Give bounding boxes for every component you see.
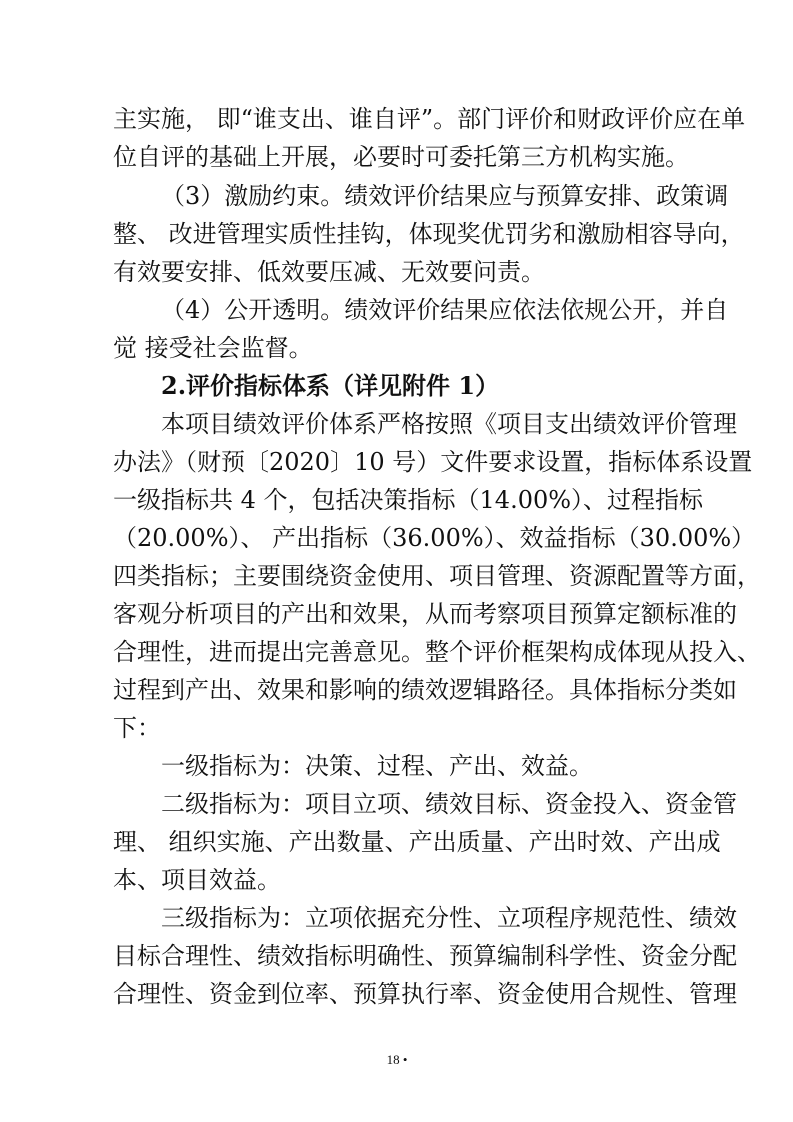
- paragraph-line: 一级指标共 4 个，包括决策指标（14.00%）、过程指标: [113, 486, 704, 514]
- paragraph-line: 一级指标为：决策、过程、产出、效益。: [161, 752, 593, 780]
- paragraph-line: （3）激励约束。绩效评价结果应与预算安排、政策调: [161, 182, 729, 210]
- paragraph-line: 三级指标为：立项依据充分性、立项程序规范性、绩效: [161, 904, 737, 932]
- paragraph-line: 目标合理性、绩效指标明确性、预算编制科学性、资金分配: [113, 942, 737, 970]
- paragraph-line: 合理性，进而提出完善意见。整个评价框架构成体现从投入、: [113, 638, 761, 666]
- paragraph-line: 本、项目效益。: [113, 866, 281, 894]
- paragraph-line: 办法》（财预〔2020〕10 号）文件要求设置，指标体系设置: [113, 448, 753, 476]
- paragraph-line: 位自评的基础上开展，必要时可委托第三方机构实施。: [113, 143, 689, 171]
- paragraph-line: 理、 组织实施、产出数量、产出质量、产出时效、产出成: [113, 828, 721, 856]
- paragraph-line: 有效要安排、低效要压减、无效要问责。: [113, 258, 545, 286]
- paragraph-line: 客观分析项目的产出和效果，从而考察项目预算定额标准的: [113, 600, 737, 628]
- page-number: 18 •: [386, 1052, 408, 1067]
- paragraph-line: （20.00%）、 产出指标（36.00%）、效益指标（30.00%）: [113, 524, 756, 552]
- section-heading: 2.评价指标体系（详见附件 1）: [161, 371, 500, 400]
- paragraph-line: 二级指标为：项目立项、绩效目标、资金投入、资金管: [161, 790, 737, 818]
- paragraph-line: 整、 改进管理实质性挂钩，体现奖优罚劣和激励相容导向，: [113, 220, 745, 248]
- paragraph-line: 主实施， 即“谁支出、谁自评”。部门评价和财政评价应在单: [113, 105, 746, 133]
- paragraph-line: 四类指标；主要围绕资金使用、项目管理、资源配置等方面，: [113, 562, 761, 590]
- paragraph-line: 觉 接受社会监督。: [113, 334, 313, 362]
- paragraph-line: （4）公开透明。绩效评价结果应依法依规公开，并自: [161, 296, 729, 324]
- paragraph-line: 过程到产出、效果和影响的绩效逻辑路径。具体指标分类如: [113, 676, 737, 704]
- paragraph-line: 下：: [113, 714, 161, 742]
- paragraph-line: 本项目绩效评价体系严格按照《项目支出绩效评价管理: [161, 410, 737, 438]
- paragraph-line: 合理性、资金到位率、预算执行率、资金使用合规性、管理: [113, 980, 737, 1008]
